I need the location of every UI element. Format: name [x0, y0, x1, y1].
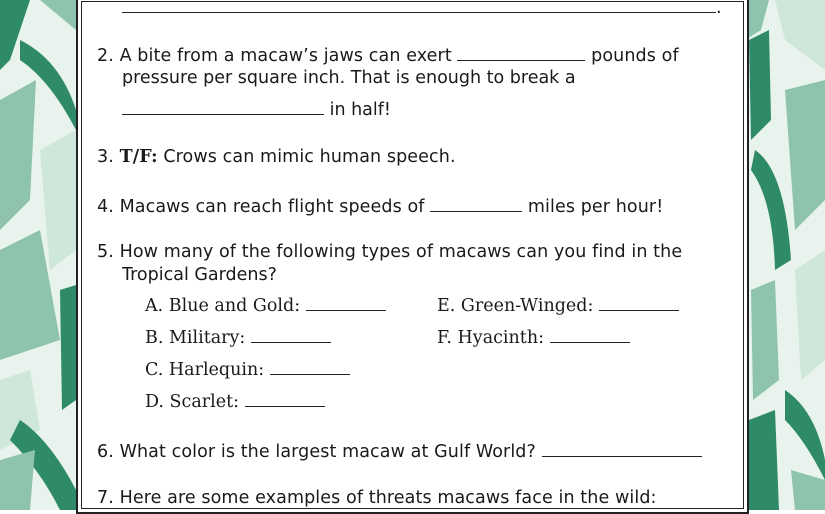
q5-option-a-label: A. Blue and Gold:	[145, 296, 301, 316]
q2-pounds-blank[interactable]	[457, 44, 585, 61]
q5-option-c-blank[interactable]	[270, 360, 350, 375]
q7-number: 7.	[97, 488, 114, 508]
q6-color-blank[interactable]	[542, 440, 702, 457]
q7-text: Here are some examples of threats macaws face in the wild:	[119, 488, 657, 508]
q2-object-blank[interactable]	[122, 98, 324, 115]
q6-number: 6.	[97, 442, 114, 462]
left-leaf-pattern	[0, 0, 76, 510]
q5-option-c	[145, 360, 350, 380]
q5-option-b-label: B. Military:	[145, 328, 246, 348]
q3-text: Crows can mimic human speech.	[163, 147, 456, 167]
q5-option-e	[437, 296, 679, 316]
q4-speed-blank[interactable]	[430, 195, 522, 212]
q5-option-e-blank[interactable]	[599, 296, 679, 311]
q2-line1-b: pounds of	[591, 46, 679, 66]
q5-option-f	[437, 328, 630, 348]
right-leaf-pattern	[745, 0, 825, 510]
question-5	[97, 242, 682, 262]
q5-option-a	[145, 296, 386, 316]
question-2	[97, 44, 679, 66]
q1-end-punct: .	[716, 0, 722, 18]
q6-text: What color is the largest macaw at Gulf World?	[119, 442, 536, 462]
q4-text-b: miles per hour!	[527, 197, 664, 217]
q5-option-d	[145, 392, 325, 412]
q5-option-d-blank[interactable]	[245, 392, 325, 407]
q5-option-c-label: C. Harlequin:	[145, 360, 265, 380]
question-4	[97, 195, 663, 217]
q2-line3-b: in half!	[329, 100, 391, 120]
right-leaf-border	[745, 0, 825, 510]
question-7	[97, 488, 657, 508]
question-6	[97, 440, 702, 462]
q5-option-d-label: D. Scarlet:	[145, 392, 240, 412]
q5-line2: Tropical Gardens?	[122, 265, 277, 285]
q5-line1: How many of the following types of macaws can you find in the	[119, 242, 683, 262]
q5-option-b-blank[interactable]	[251, 328, 331, 343]
q5-option-a-blank[interactable]	[306, 296, 386, 311]
q4-number: 4.	[97, 197, 114, 217]
q2-line1-a: A bite from a macaw’s jaws can exert	[119, 46, 452, 66]
question-3	[97, 147, 456, 167]
q5-option-e-label: E. Green-Winged:	[437, 296, 594, 316]
left-leaf-border	[0, 0, 76, 510]
q2-line3	[122, 98, 391, 120]
q2-number: 2.	[97, 46, 114, 66]
q1-answer-line[interactable]	[122, 0, 722, 18]
q3-tf-label: T/F:	[119, 147, 158, 167]
q5-option-f-label: F. Hyacinth:	[437, 328, 544, 348]
q4-text-a: Macaws can reach flight speeds of	[119, 197, 425, 217]
q5-option-f-blank[interactable]	[550, 328, 630, 343]
q5-option-b	[145, 328, 331, 348]
q2-line2: pressure per square inch. That is enough to break a	[122, 68, 576, 88]
q5-number: 5.	[97, 242, 114, 262]
q3-number: 3.	[97, 147, 114, 167]
